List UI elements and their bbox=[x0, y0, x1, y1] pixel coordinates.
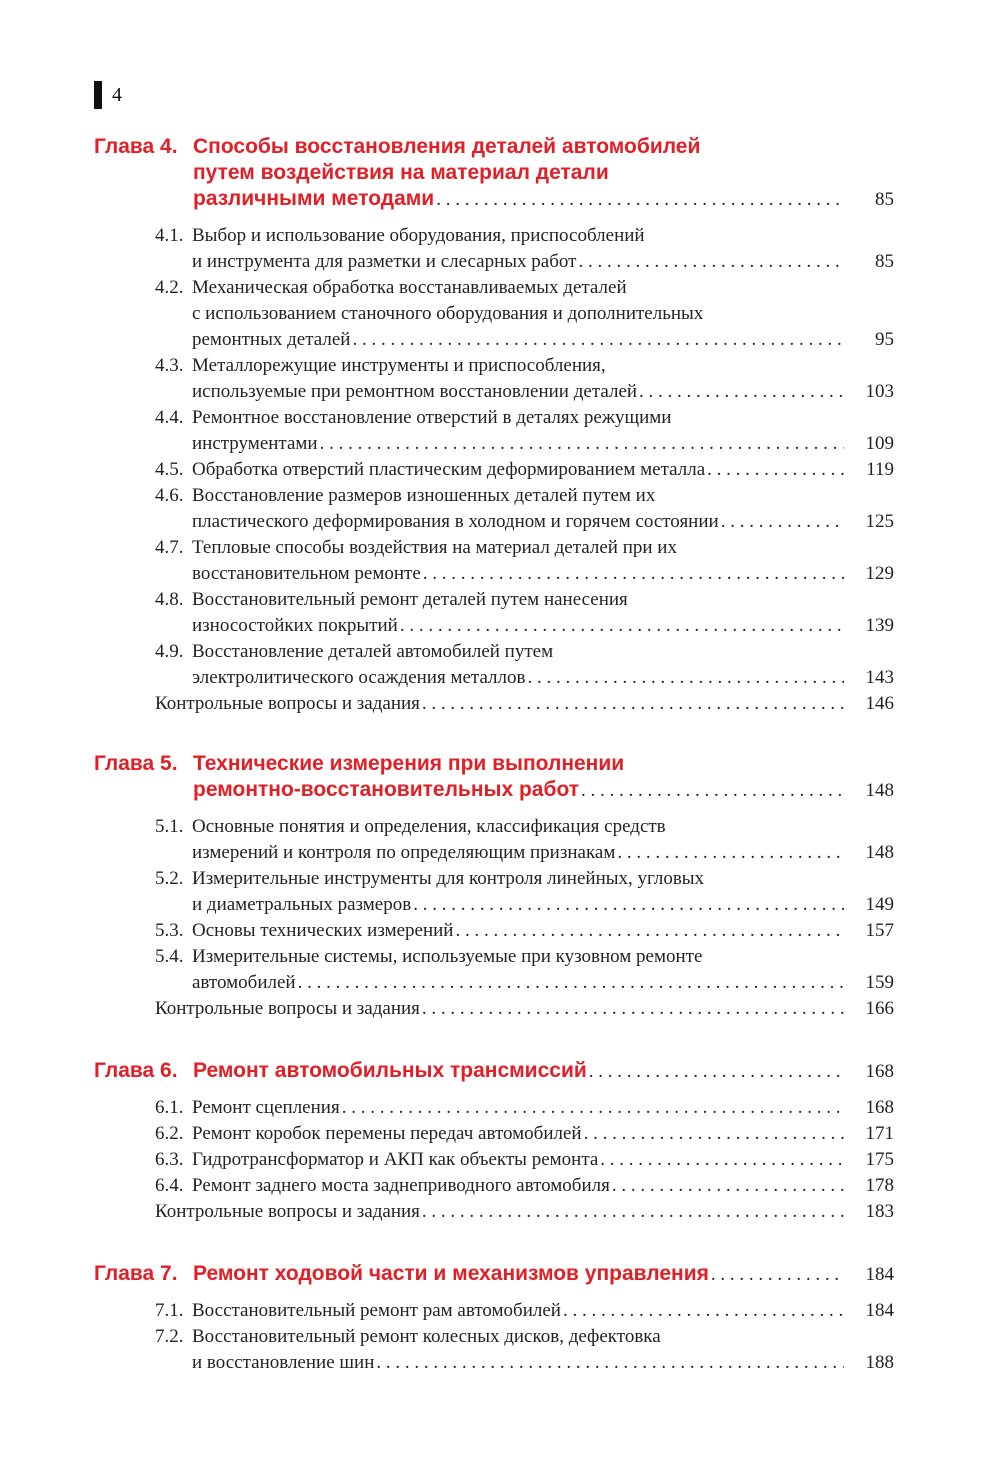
entry-page-number: 183 bbox=[865, 1201, 894, 1222]
entry-body bbox=[192, 1298, 894, 1324]
entry-text: и инструмента для разметки и слесарных работ bbox=[192, 251, 577, 272]
entry-line bbox=[192, 483, 894, 509]
chapter-title-line bbox=[193, 186, 894, 213]
entry-line bbox=[192, 944, 894, 970]
entry-line bbox=[192, 587, 894, 613]
entry-body bbox=[192, 814, 894, 866]
toc-entry bbox=[155, 639, 894, 691]
entry-text: восстановительном ремонте bbox=[192, 563, 421, 584]
toc-entry bbox=[155, 223, 894, 275]
entry-line bbox=[192, 866, 894, 892]
entry-page-number: 125 bbox=[865, 511, 894, 532]
dot-leader bbox=[589, 1059, 844, 1085]
toc-entry bbox=[155, 944, 894, 996]
chapter-section bbox=[94, 1058, 894, 1225]
entry-body bbox=[192, 1095, 894, 1121]
toc-entry-questions bbox=[155, 691, 894, 717]
chapter-title-text: Ремонт автомобильных трансмиссий bbox=[193, 1059, 587, 1082]
chapter-title-text: Технические измерения при выполнении bbox=[193, 752, 625, 775]
entry-text: и восстановление шин bbox=[192, 1352, 375, 1373]
entry-text: ремонтных деталей bbox=[192, 329, 351, 350]
entry-text: электролитического осаждения металлов bbox=[192, 667, 526, 688]
entry-line bbox=[192, 405, 894, 431]
chapter-title bbox=[193, 751, 894, 804]
entry-line bbox=[192, 1095, 894, 1121]
chapter-section bbox=[94, 134, 894, 717]
chapter-title bbox=[193, 1058, 894, 1085]
chapter-label: Глава 4. bbox=[94, 135, 178, 158]
section-number: 4.1. bbox=[155, 225, 184, 246]
toc-entry-questions bbox=[155, 1199, 894, 1225]
chapter-title-line bbox=[193, 751, 894, 777]
section-number: 6.1. bbox=[155, 1097, 184, 1118]
section-number: 6.2. bbox=[155, 1123, 184, 1144]
dot-leader bbox=[711, 1262, 844, 1288]
chapter-entries bbox=[155, 814, 894, 1022]
entry-page-number: 166 bbox=[865, 998, 894, 1019]
chapter-heading bbox=[94, 134, 894, 213]
dot-leader bbox=[352, 327, 844, 353]
entry-line bbox=[192, 840, 894, 866]
entry-line bbox=[192, 1147, 894, 1173]
dot-leader bbox=[376, 1350, 844, 1376]
entry-text: Ремонт заднего моста заднеприводного автомобиля bbox=[192, 1175, 610, 1196]
entry-page-number: 143 bbox=[865, 667, 894, 688]
entry-text: Восстановительный ремонт рам автомобилей bbox=[192, 1300, 561, 1321]
entry-body bbox=[192, 918, 894, 944]
section-number: 6.4. bbox=[155, 1175, 184, 1196]
entry-text: Основные понятия и определения, классификация средств bbox=[192, 816, 666, 837]
chapter-heading bbox=[94, 1261, 894, 1288]
chapter-page-number: 168 bbox=[865, 1061, 894, 1082]
entry-page-number: 103 bbox=[865, 381, 894, 402]
section-number: 5.2. bbox=[155, 868, 184, 889]
chapter-section bbox=[94, 1261, 894, 1376]
toc-entry bbox=[155, 535, 894, 587]
chapter-page-number: 85 bbox=[875, 189, 894, 210]
entry-body bbox=[192, 483, 894, 535]
entry-line bbox=[192, 665, 894, 691]
entry-line bbox=[192, 301, 894, 327]
toc-entry bbox=[155, 814, 894, 866]
entry-line bbox=[192, 1350, 894, 1376]
entry-line bbox=[192, 892, 894, 918]
entry-line bbox=[192, 1298, 894, 1324]
chapter-title-text: ремонтно-восстановительных работ bbox=[193, 778, 580, 801]
entry-body bbox=[192, 535, 894, 587]
entry-body bbox=[192, 587, 894, 639]
entry-body bbox=[192, 866, 894, 918]
chapter-title-line bbox=[193, 1058, 894, 1085]
entry-text: Восстановление размеров изношенных деталей путем их bbox=[192, 485, 656, 506]
entry-page-number: 119 bbox=[866, 459, 894, 480]
dot-leader bbox=[422, 691, 844, 717]
entry-body bbox=[155, 691, 894, 717]
chapter-heading bbox=[94, 1058, 894, 1085]
chapter-entries bbox=[155, 223, 894, 717]
section-number: 5.4. bbox=[155, 946, 184, 967]
entry-text: Ремонт коробок перемены передач автомобилей bbox=[192, 1123, 582, 1144]
chapter-label: Глава 5. bbox=[94, 752, 178, 775]
toc-entry bbox=[155, 353, 894, 405]
section-number: 4.7. bbox=[155, 537, 184, 558]
entry-text: Ремонт сцепления bbox=[192, 1097, 340, 1118]
entry-line bbox=[192, 457, 894, 483]
entry-text: Выбор и использование оборудования, приспособлений bbox=[192, 225, 645, 246]
entry-text: Контрольные вопросы и задания bbox=[155, 998, 420, 1019]
entry-line bbox=[192, 1121, 894, 1147]
toc-entry bbox=[155, 275, 894, 353]
section-number: 6.3. bbox=[155, 1149, 184, 1170]
page-folio bbox=[94, 80, 122, 110]
dot-leader bbox=[721, 509, 844, 535]
entry-page-number: 159 bbox=[865, 972, 894, 993]
chapter-label: Глава 7. bbox=[94, 1262, 178, 1285]
entry-line bbox=[192, 509, 894, 535]
dot-leader bbox=[528, 665, 845, 691]
entry-line bbox=[192, 327, 894, 353]
entry-line bbox=[192, 353, 894, 379]
toc-entry-questions bbox=[155, 996, 894, 1022]
entry-body bbox=[192, 1147, 894, 1173]
entry-line bbox=[192, 535, 894, 561]
toc-entry bbox=[155, 587, 894, 639]
entry-line bbox=[192, 814, 894, 840]
entry-page-number: 171 bbox=[865, 1123, 894, 1144]
entry-text: Восстановительный ремонт деталей путем нанесения bbox=[192, 589, 628, 610]
entry-line bbox=[192, 970, 894, 996]
entry-body bbox=[155, 996, 894, 1022]
dot-leader bbox=[600, 1147, 844, 1173]
entry-line bbox=[155, 1199, 894, 1225]
page-number: 4 bbox=[112, 83, 122, 106]
entry-line bbox=[192, 639, 894, 665]
entry-text: Измерительные системы, используемые при кузовном ремонте bbox=[192, 946, 703, 967]
dot-leader bbox=[422, 996, 844, 1022]
entry-text: пластического деформирования в холодном и горячем состоянии bbox=[192, 511, 719, 532]
entry-text: Восстановление деталей автомобилей путем bbox=[192, 641, 554, 662]
entry-line bbox=[192, 223, 894, 249]
entry-body bbox=[192, 353, 894, 405]
chapter-title-text: путем воздействия на материал детали bbox=[193, 161, 609, 184]
entry-page-number: 175 bbox=[865, 1149, 894, 1170]
chapter-section bbox=[94, 751, 894, 1022]
dot-leader bbox=[707, 457, 844, 483]
dot-leader bbox=[423, 561, 844, 587]
section-number: 4.6. bbox=[155, 485, 184, 506]
section-number: 7.1. bbox=[155, 1300, 184, 1321]
chapter-title bbox=[193, 1261, 894, 1288]
dot-leader bbox=[436, 187, 844, 213]
toc-entry bbox=[155, 483, 894, 535]
entry-page-number: 85 bbox=[875, 251, 894, 272]
dot-leader bbox=[413, 892, 844, 918]
chapter-entries bbox=[155, 1298, 894, 1376]
entry-page-number: 168 bbox=[865, 1097, 894, 1118]
chapter-title-text: Ремонт ходовой части и механизмов управления bbox=[193, 1262, 709, 1285]
entry-page-number: 149 bbox=[865, 894, 894, 915]
entry-body bbox=[192, 639, 894, 691]
entry-text: инструментами bbox=[192, 433, 318, 454]
folio-bar bbox=[94, 81, 102, 109]
dot-leader bbox=[298, 970, 844, 996]
toc-entry bbox=[155, 918, 894, 944]
entry-line bbox=[192, 613, 894, 639]
dot-leader bbox=[612, 1173, 844, 1199]
entry-line bbox=[192, 379, 894, 405]
section-number: 5.1. bbox=[155, 816, 184, 837]
entry-line bbox=[192, 1324, 894, 1350]
entry-line bbox=[155, 691, 894, 717]
entry-text: Гидротрансформатор и АКП как объекты ремонта bbox=[192, 1149, 599, 1170]
toc-entry bbox=[155, 457, 894, 483]
entry-line bbox=[192, 249, 894, 275]
entry-page-number: 184 bbox=[865, 1300, 894, 1321]
toc-entry bbox=[155, 1173, 894, 1199]
entry-body bbox=[192, 405, 894, 457]
section-number: 4.8. bbox=[155, 589, 184, 610]
entry-text: и диаметральных размеров bbox=[192, 894, 412, 915]
dot-leader bbox=[563, 1298, 844, 1324]
entry-page-number: 188 bbox=[865, 1352, 894, 1373]
chapter-entries bbox=[155, 1095, 894, 1225]
entry-text: Обработка отверстий пластическим деформированием металла bbox=[192, 459, 706, 480]
entry-text: Ремонтное восстановление отверстий в деталях режущими bbox=[192, 407, 672, 428]
chapter-title-line bbox=[193, 777, 894, 804]
table-of-contents bbox=[94, 134, 894, 1412]
chapter-heading bbox=[94, 751, 894, 804]
chapter-title bbox=[193, 134, 894, 213]
section-number: 4.9. bbox=[155, 641, 184, 662]
toc-entry bbox=[155, 1147, 894, 1173]
entry-page-number: 146 bbox=[865, 693, 894, 714]
entry-text: используемые при ремонтном восстановлении деталей bbox=[192, 381, 638, 402]
entry-body bbox=[192, 944, 894, 996]
entry-text: Тепловые способы воздействия на материал деталей при их bbox=[192, 537, 677, 558]
entry-text: автомобилей bbox=[192, 972, 296, 993]
entry-text: Контрольные вопросы и задания bbox=[155, 1201, 420, 1222]
dot-leader bbox=[320, 431, 844, 457]
entry-body bbox=[192, 457, 894, 483]
entry-page-number: 148 bbox=[865, 842, 894, 863]
entry-text: Измерительные инструменты для контроля линейных, угловых bbox=[192, 868, 705, 889]
entry-body bbox=[192, 1324, 894, 1376]
dot-leader bbox=[617, 840, 844, 866]
entry-page-number: 95 bbox=[875, 329, 894, 350]
entry-body bbox=[192, 1173, 894, 1199]
chapter-title-line bbox=[193, 134, 894, 160]
chapter-title-line bbox=[193, 1261, 894, 1288]
section-number: 4.4. bbox=[155, 407, 184, 428]
dot-leader bbox=[455, 918, 844, 944]
entry-body bbox=[192, 223, 894, 275]
entry-line bbox=[192, 1173, 894, 1199]
dot-leader bbox=[639, 379, 844, 405]
entry-line bbox=[192, 918, 894, 944]
chapter-title-text: Способы восстановления деталей автомобилей bbox=[193, 135, 701, 158]
entry-text: Основы технических измерений bbox=[192, 920, 454, 941]
dot-leader bbox=[584, 1121, 844, 1147]
toc-entry bbox=[155, 1095, 894, 1121]
entry-text: с использованием станочного оборудования и дополнительных bbox=[192, 303, 704, 324]
entry-line bbox=[192, 561, 894, 587]
dot-leader bbox=[422, 1199, 844, 1225]
section-number: 4.5. bbox=[155, 459, 184, 480]
entry-line bbox=[192, 431, 894, 457]
dot-leader bbox=[581, 778, 844, 804]
toc-entry bbox=[155, 1298, 894, 1324]
section-number: 4.2. bbox=[155, 277, 184, 298]
chapter-label: Глава 6. bbox=[94, 1059, 178, 1082]
dot-leader bbox=[400, 613, 844, 639]
chapter-title-line bbox=[193, 160, 894, 186]
entry-page-number: 109 bbox=[865, 433, 894, 454]
toc-entry bbox=[155, 1324, 894, 1376]
chapter-page-number: 184 bbox=[865, 1264, 894, 1285]
toc-entry bbox=[155, 405, 894, 457]
entry-text: измерений и контроля по определяющим признакам bbox=[192, 842, 616, 863]
entry-page-number: 178 bbox=[865, 1175, 894, 1196]
entry-text: Механическая обработка восстанавливаемых деталей bbox=[192, 277, 627, 298]
entry-line bbox=[155, 996, 894, 1022]
entry-body bbox=[192, 275, 894, 353]
section-number: 4.3. bbox=[155, 355, 184, 376]
entry-text: износостойких покрытий bbox=[192, 615, 398, 636]
entry-body bbox=[192, 1121, 894, 1147]
dot-leader bbox=[342, 1095, 844, 1121]
entry-line bbox=[192, 275, 894, 301]
dot-leader bbox=[578, 249, 844, 275]
chapter-title-text: различными методами bbox=[193, 187, 435, 210]
entry-page-number: 139 bbox=[865, 615, 894, 636]
toc-entry bbox=[155, 1121, 894, 1147]
entry-text: Восстановительный ремонт колесных дисков, дефектовка bbox=[192, 1326, 661, 1347]
section-number: 7.2. bbox=[155, 1326, 184, 1347]
chapter-page-number: 148 bbox=[865, 780, 894, 801]
entry-page-number: 129 bbox=[865, 563, 894, 584]
entry-page-number: 157 bbox=[865, 920, 894, 941]
entry-text: Металлорежущие инструменты и приспособления, bbox=[192, 355, 606, 376]
section-number: 5.3. bbox=[155, 920, 184, 941]
toc-entry bbox=[155, 866, 894, 918]
entry-body bbox=[155, 1199, 894, 1225]
entry-text: Контрольные вопросы и задания bbox=[155, 693, 420, 714]
